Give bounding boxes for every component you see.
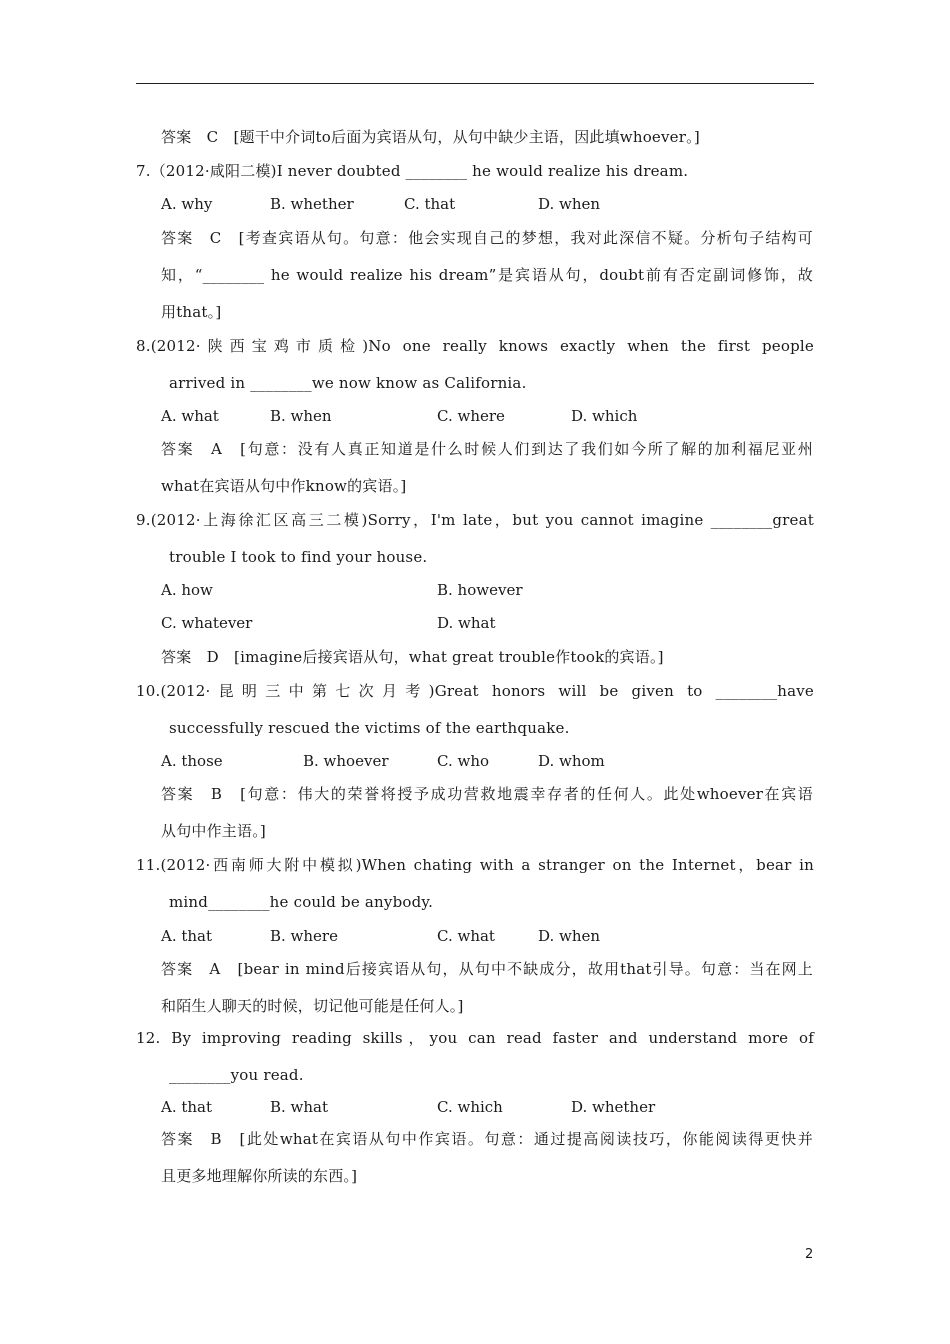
option-11c: C. what <box>437 927 495 945</box>
option-8a: A. what <box>161 407 219 425</box>
option-8d: D. which <box>571 407 638 425</box>
option-8c: C. where <box>437 407 505 425</box>
answer-8-line-2: what在宾语从句中作know的宾语。] <box>161 477 407 495</box>
answer-12-line-2: 且更多地理解你所读的东西。] <box>161 1167 358 1185</box>
option-10c: C. who <box>437 752 490 770</box>
question-11-line-1: 11.(2012·西南师大附中模拟)When chating with a stranger on the Internet，bear in <box>136 856 814 874</box>
question-10-line-1: 10.(2012·昆明三中第七次月考)Great honors will be given to ________have <box>136 682 814 700</box>
answer-6: 答案 C [题干中介词to后面为宾语从句，从句中缺少主语，因此填whoever。] <box>161 128 700 146</box>
option-10d: D. whom <box>538 752 605 770</box>
option-11b: B. where <box>270 927 338 945</box>
option-10a: A. those <box>161 752 223 770</box>
option-10b: B. whoever <box>303 752 389 770</box>
question-9-line-2: trouble I took to find your house. <box>169 548 428 566</box>
answer-7-line-1: 答案 C [考查宾语从句。句意：他会实现自己的梦想，我对此深信不疑。分析句子结构可 <box>161 229 813 247</box>
option-11d: D. when <box>538 927 601 945</box>
question-8-line-1: 8.(2012·陕西宝鸡市质检)No one really knows exactly when the first people <box>136 337 814 355</box>
option-8b: B. when <box>270 407 332 425</box>
answer-10-line-2: 从句中作主语。] <box>161 822 266 840</box>
answer-9: 答案 D [imagine后接宾语从句，what great trouble作took的宾语。] <box>161 648 664 666</box>
option-12c: C. which <box>437 1098 503 1116</box>
option-7d: D. when <box>538 195 601 213</box>
question-12-line-1: 12. By improving reading skills，you can read faster and understand more of <box>136 1029 814 1047</box>
question-9-line-1: 9.(2012·上海徐汇区高三二模)Sorry，I'm late，but you cannot imagine ________great <box>136 511 814 529</box>
answer-12-line-1: 答案 B [此处what在宾语从句中作宾语。句意：通过提高阅读技巧，你能阅读得更快并 <box>161 1130 813 1148</box>
option-9c: C. whatever <box>161 614 253 632</box>
option-9b: B. however <box>437 581 523 599</box>
option-7a: A. why <box>161 195 213 213</box>
option-11a: A. that <box>161 927 213 945</box>
answer-7-line-3: 用that。] <box>161 303 222 321</box>
option-7b: B. whether <box>270 195 354 213</box>
question-7: 7.（2012·咸阳二模)I never doubted ________ he would realize his dream. <box>136 162 689 180</box>
answer-10-line-1: 答案 B [句意：伟大的荣誉将授予成功营救地震幸存者的任何人。此处whoever在宾语 <box>161 785 813 803</box>
answer-8-line-1: 答案 A [句意：没有人真正知道是什么时候人们到达了我们如今所了解的加利福尼亚州 <box>161 440 813 458</box>
question-11-line-2: mind________he could be anybody. <box>169 893 434 911</box>
option-9d: D. what <box>437 614 496 632</box>
option-12d: D. whether <box>571 1098 656 1116</box>
question-12-line-2: ________you read. <box>169 1066 304 1084</box>
option-12a: A. that <box>161 1098 213 1116</box>
header-rule <box>136 83 814 84</box>
option-7c: C. that <box>404 195 456 213</box>
question-8-line-2: arrived in ________we now know as California. <box>169 374 527 392</box>
page-number: 2 <box>805 1247 814 1262</box>
option-12b: B. what <box>270 1098 329 1116</box>
answer-11-line-1: 答案 A [bear in mind后接宾语从句，从句中不缺成分，故用that引导。句意：当在网上 <box>161 960 813 978</box>
question-10-line-2: successfully rescued the victims of the earthquake. <box>169 719 570 737</box>
answer-7-line-2: 知，“________ he would realize his dream”是宾语从句，doubt前有否定副词修饰，故 <box>161 266 813 284</box>
answer-11-line-2: 和陌生人聊天的时候，切记他可能是任何人。] <box>161 997 464 1015</box>
option-9a: A. how <box>161 581 213 599</box>
